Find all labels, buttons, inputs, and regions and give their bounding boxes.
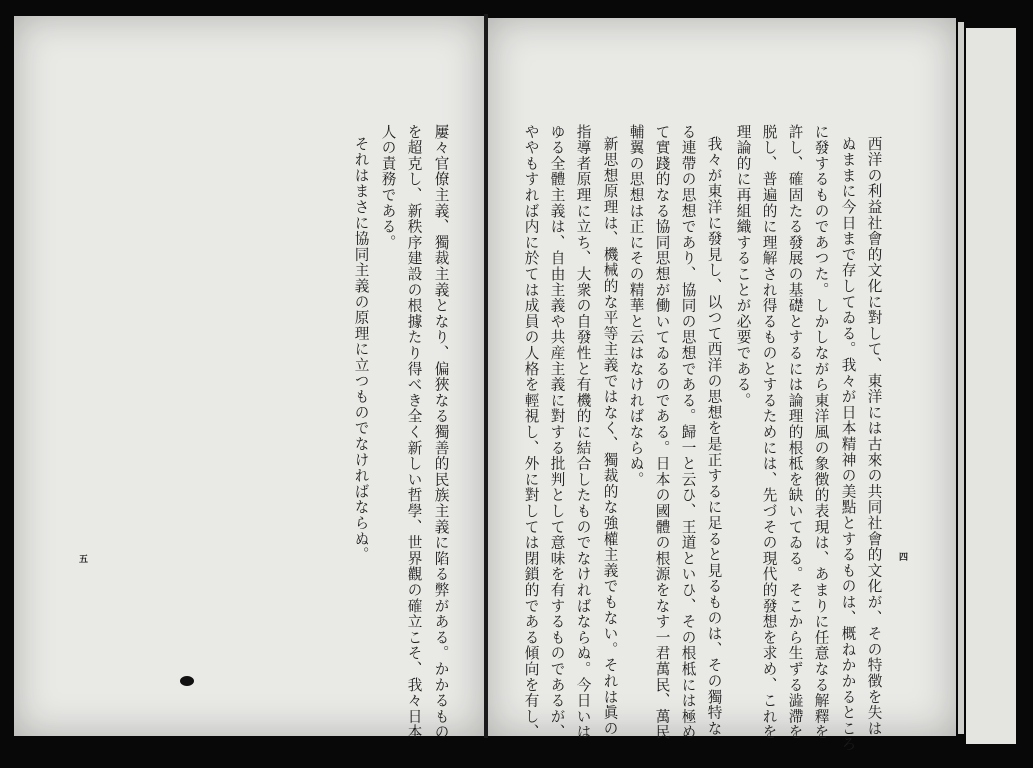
text-column: に發するものであつた。しかしながら東洋風の象徴的表現は、あまりに任意なる解釋を: [812, 124, 830, 741]
text-column: 屢々官僚主義、獨裁主義となり、偏狹なる獨善的民族主義に陷る弊がある。かかるもの: [432, 124, 450, 741]
text-column: ゆる全體主義は、自由主義や共産主義に對する批判として意味を有するものであるが、: [548, 124, 566, 741]
text-column: 脱し、普遍的に理解され得るものとするためには、先づその現代的發想を求め、これを: [760, 124, 778, 741]
text-column: 我々が東洋に發見し、以つて西洋の思想を是正するに足ると見るものは、その獨特な: [705, 136, 723, 737]
text-column: 許し、確固たる發展の基礎とするには論理的根柢を缺いてゐる。そこから生ずる澁滯を: [786, 124, 804, 741]
page-number: 四: [897, 552, 907, 561]
text-column: て實踐的なる協同思想が働いてゐるのである。日本の國體の根源をなす一君萬民、萬民: [653, 124, 671, 741]
text-column: を超克し、新秩序建設の根據たり得べき全く新しい哲學、世界觀の確立こそ、我々日本: [405, 124, 423, 741]
book-gutter: [484, 14, 488, 738]
text-column: ややもすれば内に於ては成員の人格を輕視し、外に對しては閉鎖的である傾向を有し、: [522, 124, 540, 741]
text-column: 理論的に再組織することが必要である。: [734, 124, 752, 409]
page-edge-outer: [966, 28, 1016, 744]
text-column: 西洋の利益社會的文化に對して、東洋には古來の共同社會的文化が、その特徴を失は: [865, 136, 883, 737]
text-column: 人の責務である。: [379, 124, 397, 251]
text-column: ぬままに今日まで存してゐる。我々が日本精神の美點とするものは、概ねかかるところ: [839, 136, 857, 753]
text-column: る連帶の思想であり、協同の思想である。歸一と云ひ、王道といひ、その根柢には極め: [679, 124, 697, 741]
text-column: 輔翼の思想は正にその精華と云はなければならぬ。: [627, 124, 645, 488]
page-edge: [958, 22, 964, 734]
text-column: それはまさに協同主義の原理に立つものでなければならぬ。: [352, 136, 370, 563]
ink-speck: [180, 676, 194, 686]
text-column: 新思想原理は、機械的な平等主義ではなく、獨裁的な強權主義でもない。それは眞の: [601, 136, 619, 737]
text-column: 指導者原理に立ち、大衆の自發性と有機的に結合したものでなければならぬ。今日いは: [574, 124, 592, 741]
page-number: 五: [77, 554, 87, 563]
